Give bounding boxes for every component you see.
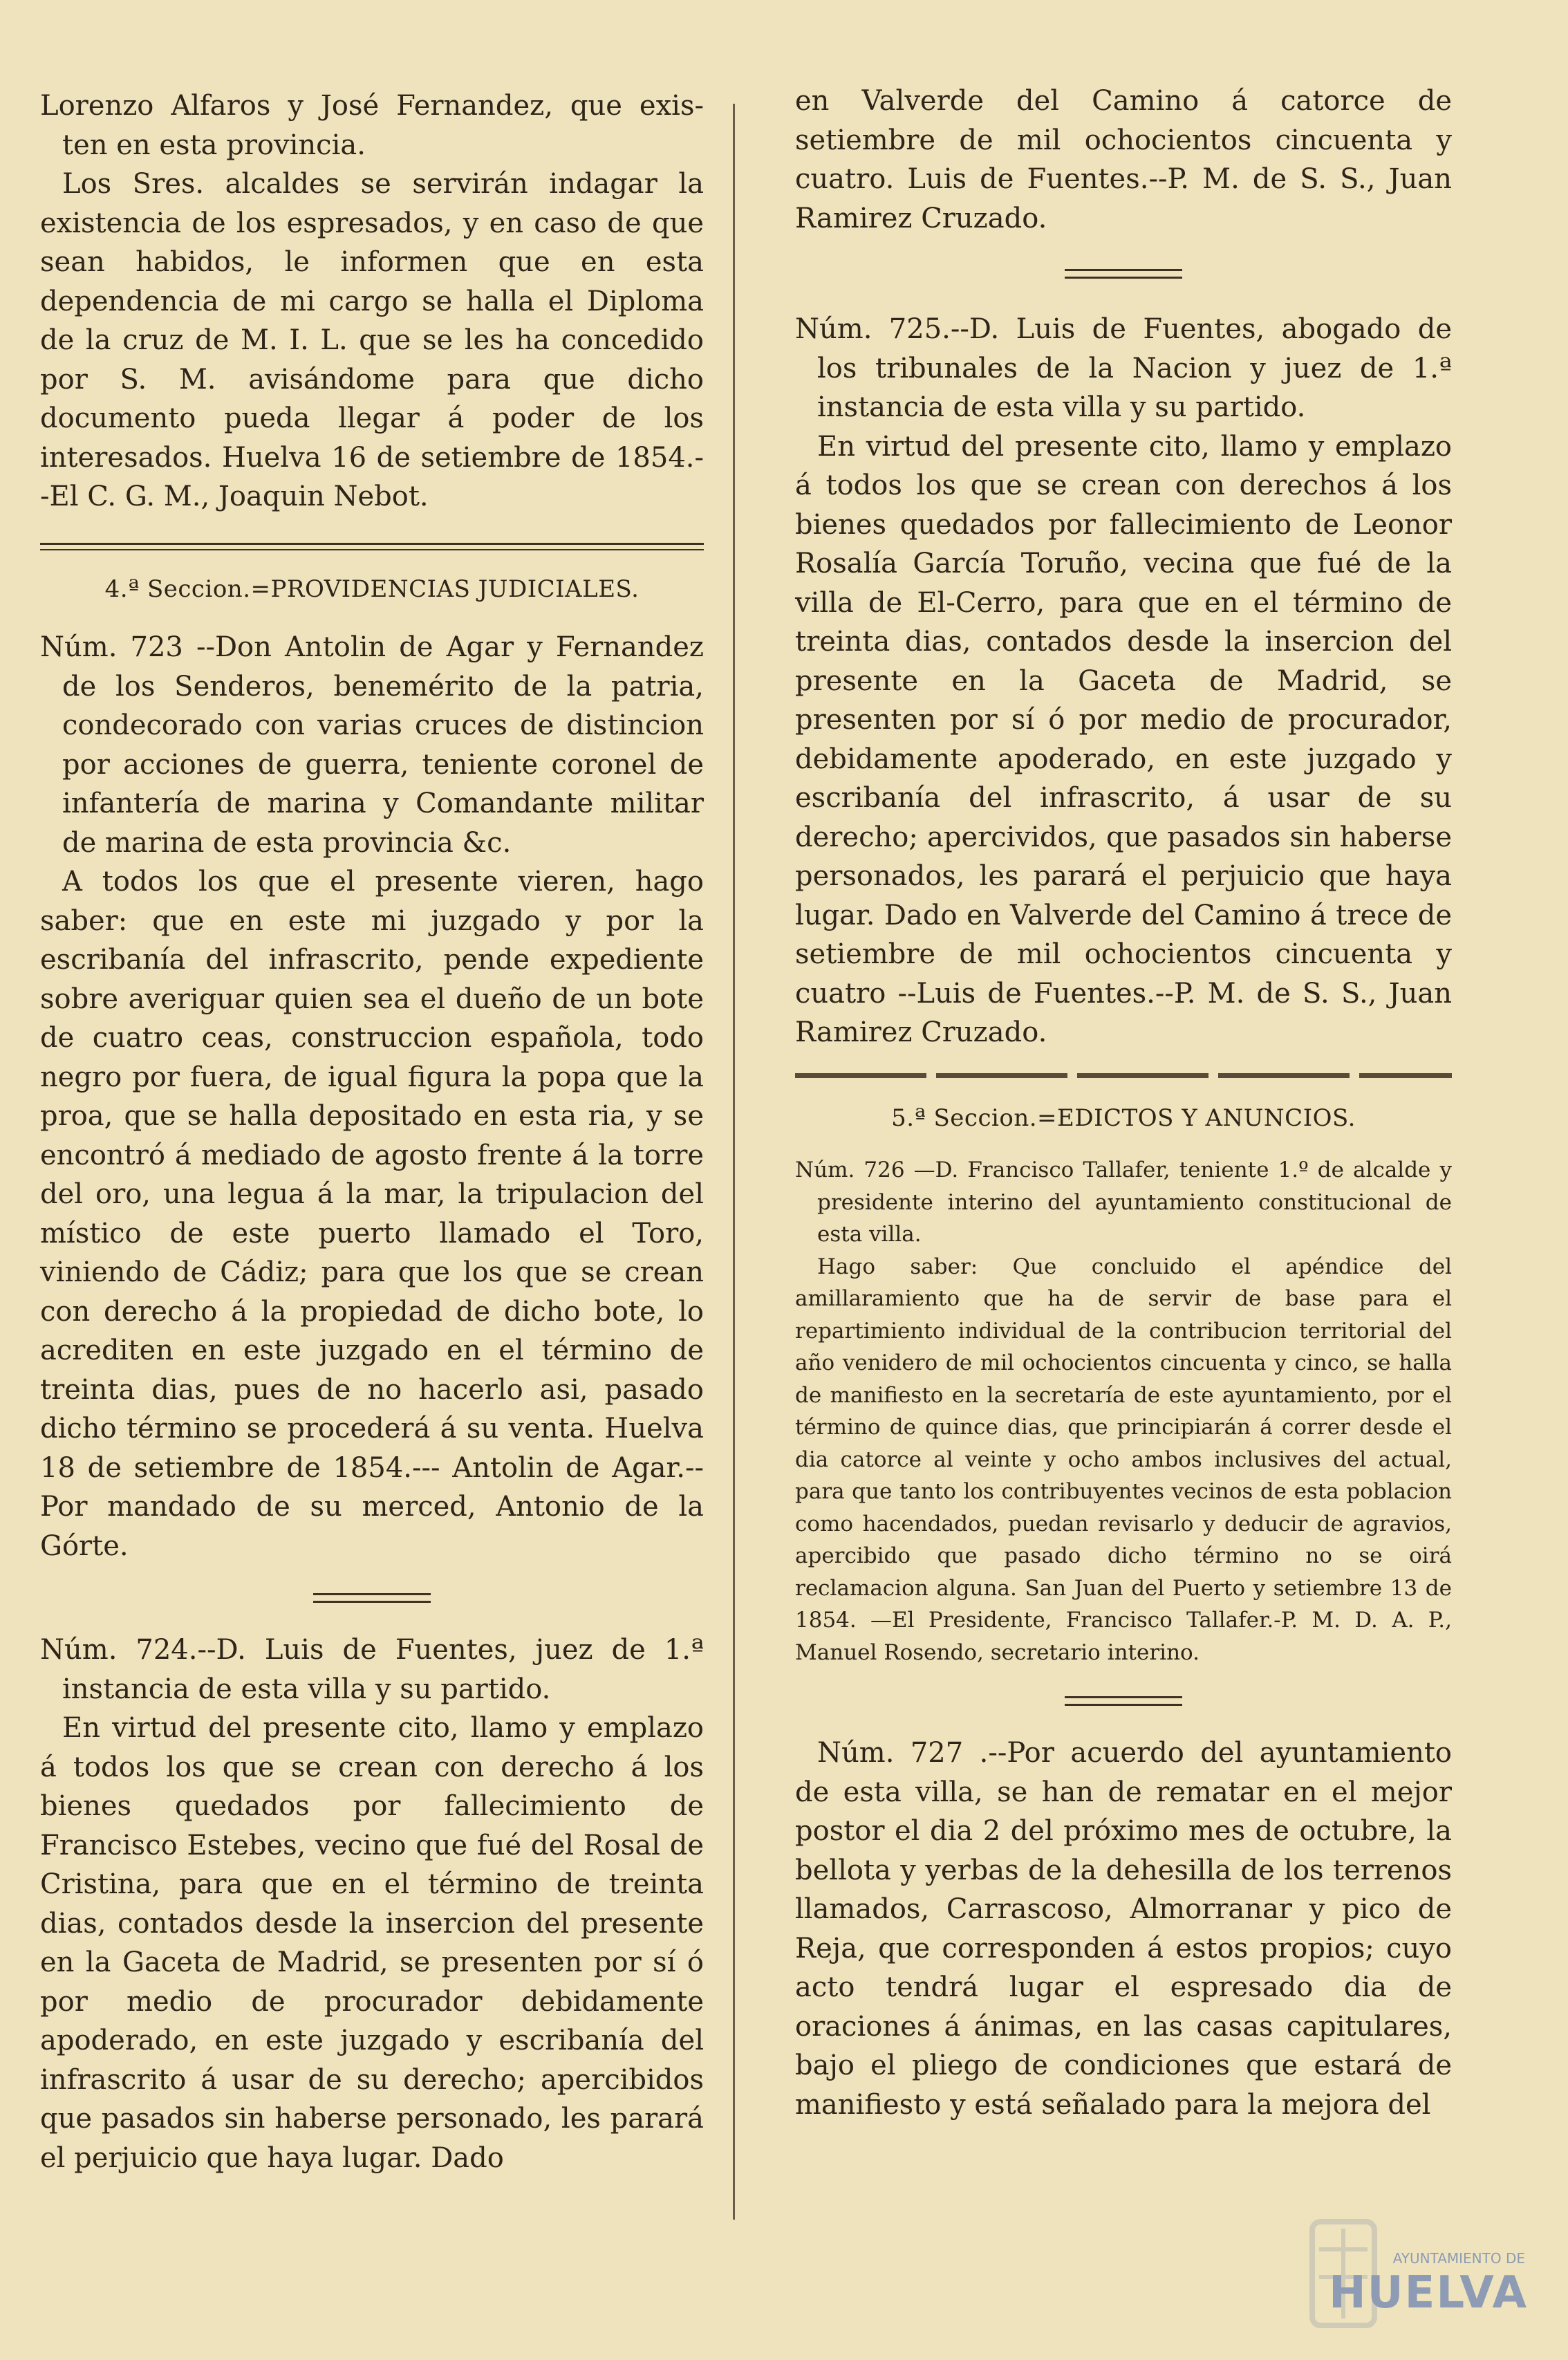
paragraph-continuation: en Valverde del Camino á catorce de setiembre de mil ochocientos cincuenta y cuatro. Luis de Fuentes.--P. M. de S. S., Juan Ramirez Cruzado. bbox=[795, 85, 1452, 234]
watermark-subtext: AYUNTAMIENTO DE bbox=[1392, 2250, 1525, 2267]
notice-725-heading: Núm. 725.--D. Luis de Fuentes, abogado de los tribunales de la Nacion y juez de 1.ª instancia de esta villa y su partido. bbox=[795, 313, 1452, 423]
notice-726-heading: Núm. 726 —D. Francisco Tallafer, teniente 1.º de alcalde y presidente interino del ayuntamiento constitucional de esta villa. bbox=[795, 1158, 1452, 1247]
paragraph-continuation: Lorenzo Alfaros y José Fernandez, que exis- ten en esta provincia. bbox=[40, 90, 704, 161]
column-divider bbox=[733, 104, 735, 2220]
section-rule bbox=[795, 1073, 1452, 1078]
notice-724-body: En virtud del presente cito, llamo y emplazo á todos los que se crean con derecho á los bienes quedados por fallecimiento de Francisco Estebes, vecino que fué del Rosal de Cristina, para que en el término de treinta dias, contados desde la insercion del presente en la Gaceta de Madrid, se presenten por sí ó por medio de procurador debidamente apoderado, en este juzgado y escribanía del infrascrito á usar de su derecho; apercibidos que pasados sin haberse personado, les parará el perjuicio que haya lugar. Dado bbox=[40, 1712, 704, 2174]
ornament-divider bbox=[1065, 1696, 1182, 1706]
notice-723-body: A todos los que el presente vieren, hago saber: que en este mi juzgado y por la escribanía del infrascrito, pende expediente sobre averiguar quien sea el dueño de un bote de cuatro ceas, construccion española, todo negro por fuera, de igual figura la popa que la proa, que se halla depositado en esta ria, y se encontró á mediado de agosto frente á la torre del oro, una legua á la mar, la tripulacion del místico de este puerto llamado el Toro, viniendo de Cádiz; para que los que se crean con derecho á la propiedad de dicho bote, lo acrediten en este juzgado en el término de treinta dias, pues de no hacerlo asi, pasado dicho término se procederá á su venta. Huelva 18 de setiembre de 1854.--- Antolin de Agar.--Por mandado de su merced, Antonio de la Górte. bbox=[40, 866, 704, 1562]
section-5-heading: 5.ª Seccion.=EDICTOS Y ANUNCIOS. bbox=[891, 1104, 1356, 1132]
notice-724-heading: Núm. 724.--D. Luis de Fuentes, juez de 1.ª instancia de esta villa y su partido. bbox=[40, 1634, 704, 1705]
notice-paragraph: Los Sres. alcaldes se servirán indagar la existencia de los espresados, y en caso de que sean habidos, le informen que en esta dependencia de mi cargo se halla el Diploma de la cruz de M. I. L. que se les ha concedido por S. M. avisándome para que dicho documento pueda llegar á poder de los interesados. Huelva 16 de setiembre de 1854.--El C. G. M., Joaquin Nebot. bbox=[40, 168, 704, 512]
section-rule bbox=[40, 543, 704, 550]
notice-726-body: Hago saber: Que concluido el apéndice del amillaramiento que ha de servir de base para el repartimiento individual de la contribucion territorial del año venidero de mil ochocientos cincuenta y cinco, se halla de manifiesto en la secretaría de este ayuntamiento, por el término de quince dias, que principiarán á correr desde el dia catorce al veinte y ocho ambos inclusives del actual, para que tanto los contribuyentes vecinos de esta poblacion como hacendados, puedan revisarlo y deducir de agravios, apercibido que pasado dicho término no se oirá reclamacion alguna. San Juan del Puerto y setiembre 13 de 1854. —El Presidente, Francisco Tallafer.-P. M. D. A. P., Manuel Rosendo, secretario interino. bbox=[795, 1254, 1452, 1665]
watermark-text: HUELVA bbox=[1329, 2267, 1528, 2319]
notice-723-heading: Núm. 723 --Don Antolin de Agar y Fernandez de los Senderos, benemérito de la patria, condecorado con varias cruces de distincion por acciones de guerra, teniente coronel de infantería de marina y Comandante militar de marina de esta provincia &c. bbox=[40, 631, 704, 859]
ornament-divider bbox=[313, 1593, 431, 1603]
ornament-divider bbox=[1065, 269, 1182, 279]
notice-727: Núm. 727 .--Por acuerdo del ayuntamiento de esta villa, se han de rematar en el mejor postor el dia 2 del próximo mes de octubre, la bellota y yerbas de la dehesilla de los terrenos llamados, Carrascoso, Almorranar y pico de Reja, que corresponden á estos propios; cuyo acto tendrá lugar el espresado dia de oraciones á ánimas, en las casas capitulares, bajo el pliego de condiciones que estará de manifiesto y está señalado para la mejora del bbox=[795, 1737, 1452, 2121]
section-4-heading: 4.ª Seccion.=PROVIDENCIAS JUDICIALES. bbox=[104, 575, 640, 603]
left-column bbox=[40, 86, 704, 2177]
right-column bbox=[795, 82, 1452, 2124]
notice-725-body: En virtud del presente cito, llamo y emplazo á todos los que se crean con derechos á los bienes quedados por fallecimiento de Leonor Rosalía García Toruño, vecina que fué de la villa de El-Cerro, para que en el término de treinta dias, contados desde la insercion del presente en la Gaceta de Madrid, se presenten por sí ó por medio de procurador, debidamente apoderado, en este juzgado y escribanía del infrascrito, á usar de su derecho; apercividos, que pasados sin haberse personados, les parará el perjuicio que haya lugar. Dado en Valverde del Camino á trece de setiembre de mil ochocientos cincuenta y cuatro --Luis de Fuentes.--P. M. de S. S., Juan Ramirez Cruzado. bbox=[795, 430, 1452, 1048]
